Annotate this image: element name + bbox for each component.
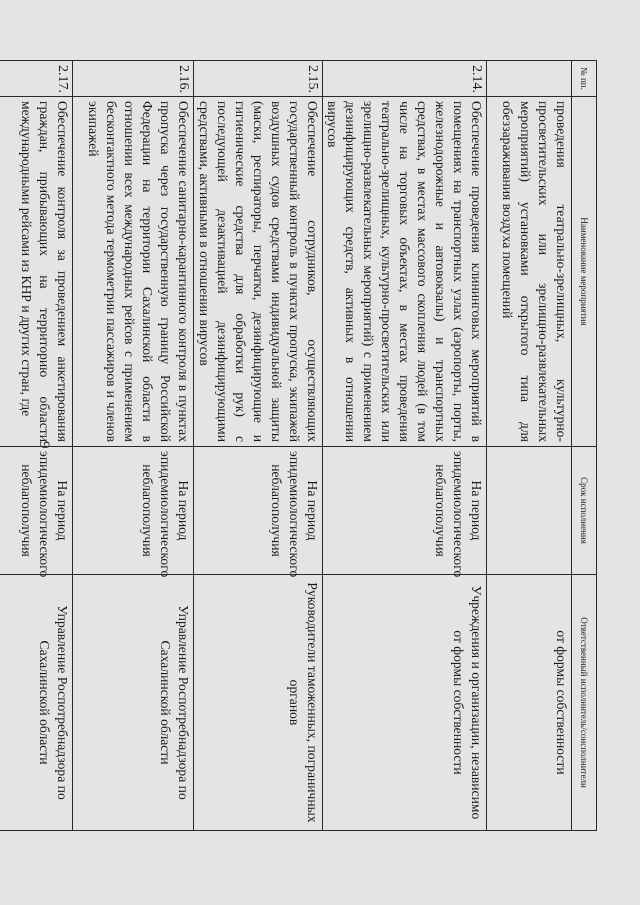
table-row <box>322 61 486 831</box>
row-action: Обеспечение сотрудников, осуществляющих государственный контроль в пунктах пропуска, экипажей воздушных судов средствами индивидуальной защиты (маски, респираторы, перчатки, дезинфицирующие и гигиенические средства для обработки рук) с последующей дезактивацией дезинфицирующими средствами, активными в отношении вирусов <box>194 97 323 447</box>
row-action: Обеспечение санитарно-карантинного контроля в пунктах пропуска через государственную границу Российской Федерации на территории Сахалинской области в отношении всех международных рейсов с применением бесконтактного метода термометрии пассажиров и членов экипажей <box>73 97 194 447</box>
table-row <box>194 61 323 831</box>
row-deadline: На период эпидемиологического неблагополучия <box>322 447 486 575</box>
table-row <box>487 61 572 831</box>
row-number <box>487 61 572 97</box>
row-responsible: Руководители таможенных, пограничных органов <box>194 575 323 831</box>
table-row <box>0 61 73 831</box>
row-action: проведения театрально-зрелищных, культурно-просветительских или зрелищно-развлекательных мероприятий) установками открытого типа для обеззараживания воздуха помещений <box>487 97 572 447</box>
header-action: Наименование мероприятия <box>572 97 597 447</box>
page-number: 9 <box>36 441 52 449</box>
measures-table <box>0 60 597 831</box>
row-responsible: Учреждения и организации, независимо от формы собственности <box>322 575 486 831</box>
row-number: 2.15. <box>194 61 323 97</box>
row-responsible: от формы собственности <box>487 575 572 831</box>
row-responsible: Управление Роспотребнадзора по Сахалинской области <box>0 575 73 831</box>
row-deadline: На период эпидемиологического неблагополучия <box>194 447 323 575</box>
table-row <box>73 61 194 831</box>
row-responsible: Управление Роспотребнадзора по Сахалинской области <box>73 575 194 831</box>
row-deadline: На период эпидемиологического неблагополучия <box>73 447 194 575</box>
header-deadline: Срок исполнения <box>572 447 597 575</box>
row-action: Обеспечение контроля за проведением анкетирования граждан, прибывающих на территорию области международными рейсами из КНР и других стран, где <box>0 97 73 447</box>
row-number: 2.14. <box>322 61 486 97</box>
row-number: 2.17. <box>0 61 73 97</box>
rotated-table-wrapper <box>19 60 597 830</box>
header-num: № пп. <box>572 61 597 97</box>
table-header-row <box>572 61 597 831</box>
row-deadline: На период эпидемиологического неблагополучия <box>0 447 73 575</box>
row-number: 2.16. <box>73 61 194 97</box>
row-deadline <box>487 447 572 575</box>
header-responsible: Ответственный исполнитель/соисполнители <box>572 575 597 831</box>
row-action: Обеспечение проведения клининговых мероприятий в помещениях на транспортных узлах (аэропорты, порты, железнодорожные и автовокзалы) и транспортных средствах, в местах массового скопления людей (в том числе на торговых объектах, в местах проведения театрально-зрелищных, культурно-просветительских или зрелищно-развлекательных мероприятий) с применением дезинфицирующих средств, активных в отношении вирусов <box>322 97 486 447</box>
